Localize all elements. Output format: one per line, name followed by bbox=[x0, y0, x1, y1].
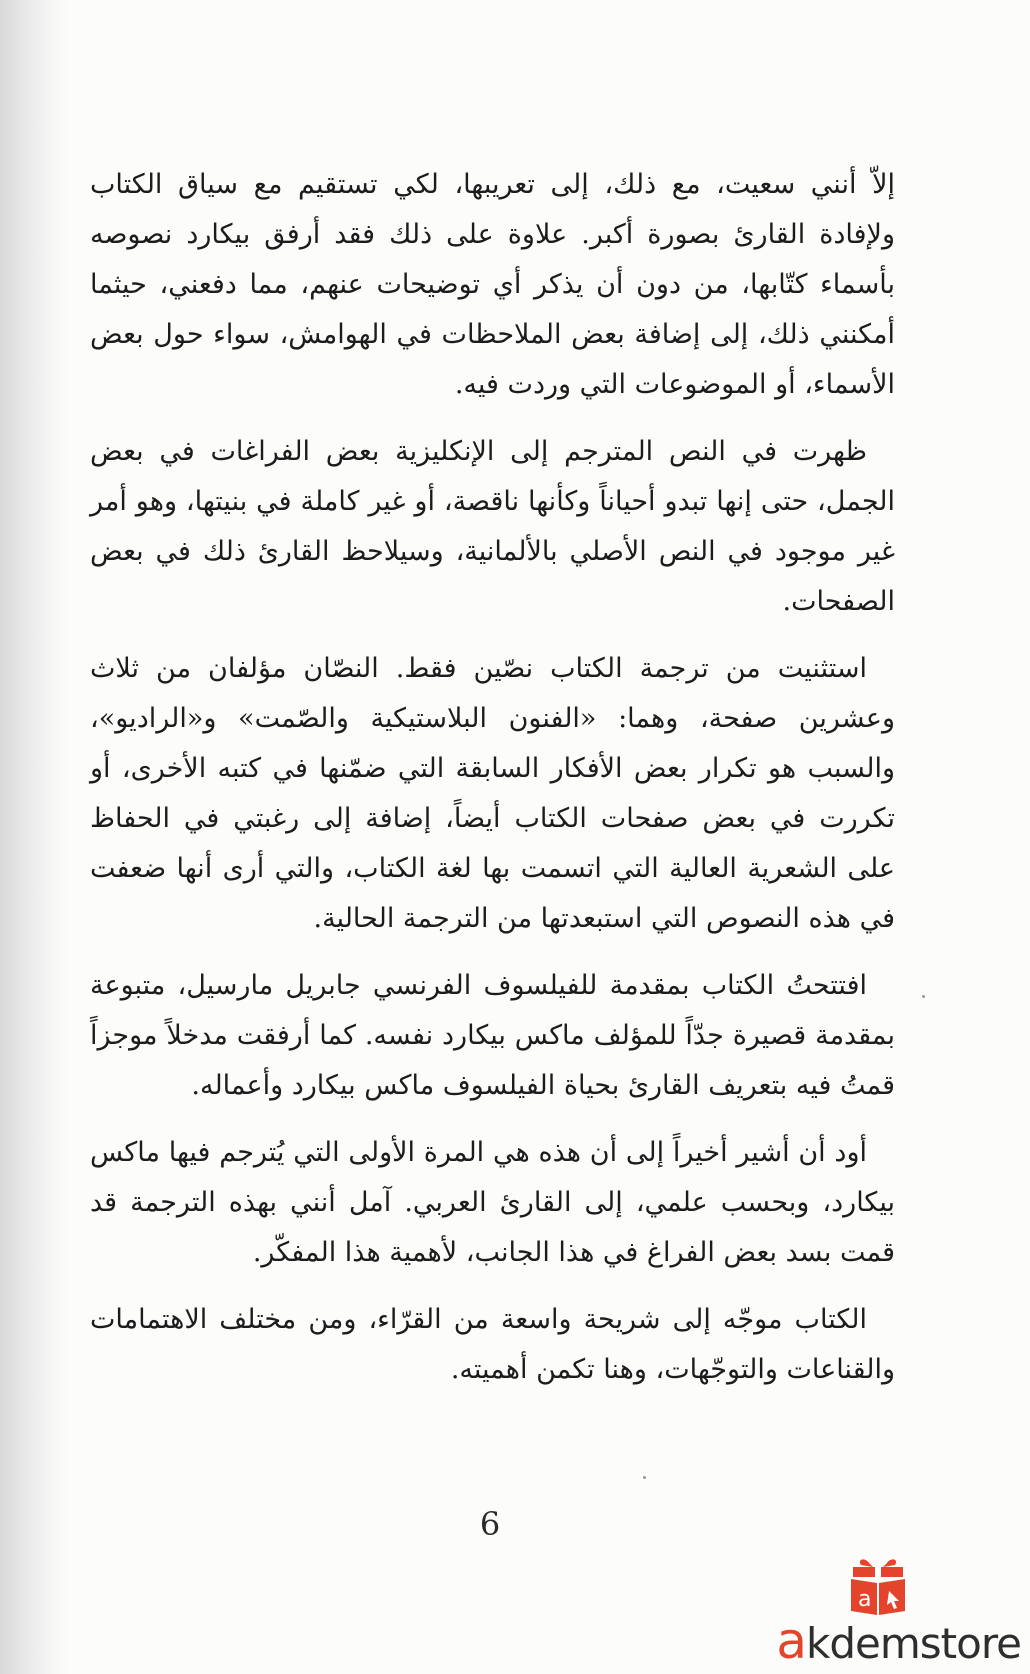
paragraph-4: افتتحتُ الكتاب بمقدمة للفيلسوف الفرنسي جابريل مارسيل، متبوعة بمقدمة قصيرة جدّاً للمؤلف ماكس بيكارد نفسه. كما أرفقت مدخلاً موجزاً قمتُ فيه بتعريف القارئ بحياة الفيلسوف ماكس بيكارد وأعماله. bbox=[90, 970, 895, 1101]
store-name-accent: a bbox=[776, 1612, 807, 1670]
body-text bbox=[90, 160, 895, 1412]
paragraph-2: ظهرت في النص المترجم إلى الإنكليزية بعض الفراغات في بعض الجمل، حتى إنها تبدو أحياناً وكأنها ناقصة، أو غير كاملة في بنيتها، وهو أمر غير موجود في النص الأصلي بالألمانية، وسيلاحظ القارئ ذلك في بعض الصفحات. bbox=[90, 436, 895, 617]
scan-speck bbox=[643, 1476, 646, 1479]
binding-shadow bbox=[0, 0, 70, 1674]
open-book-gift-icon bbox=[847, 1555, 909, 1619]
store-name bbox=[776, 1612, 1021, 1670]
logo-letter: a bbox=[858, 1587, 872, 1612]
paragraph-3: استثنيت من ترجمة الكتاب نصّين فقط. النصّان مؤلفان من ثلاث وعشرين صفحة، وهما: «الفنون البلاستيكية والصّمت» و«الراديو»، والسبب هو تكرار بعض الأفكار السابقة التي ضمّنها في كتبه الأخرى، أو تكررت في بعض صفحات الكتاب أيضاً، إضافة إلى رغبتي في الحفاظ على الشعرية العالية التي اتسمت بها لغة الكتاب، والتي أرى أنها ضعفت في هذه النصوص التي استبعدتها من الترجمة الحالية. bbox=[90, 653, 895, 934]
paragraph-6: الكتاب موجّه إلى شريحة واسعة من القرّاء، ومن مختلف الاهتمامات والقناعات والتوجّهات، وهنا تكمن أهميته. bbox=[90, 1304, 895, 1385]
paragraph-1: إلاّ أنني سعيت، مع ذلك، إلى تعريبها، لكي تستقيم مع سياق الكتاب ولإفادة القارئ بصورة أكبر. علاوة على ذلك فقد أرفق بيكارد نصوصه بأسماء كتّابها، من دون أن يذكر أي توضيحات عنهم، مما دفعني، حيثما أمكنني ذلك، إلى إضافة بعض الملاحظات في الهوامش، سواء حول بعض الأسماء، أو الموضوعات التي وردت فيه. bbox=[90, 169, 895, 400]
page-number: 6 bbox=[479, 1505, 501, 1543]
store-name-rest: kdemstore bbox=[806, 1619, 1021, 1668]
store-watermark bbox=[725, 1555, 1025, 1670]
scan-speck bbox=[922, 995, 925, 998]
paragraph-5: أود أن أشير أخيراً إلى أن هذه هي المرة الأولى التي يُترجم فيها ماكس بيكارد، وبحسب علمي، إلى القارئ العربي. آمل أنني بهذه الترجمة قد قمت بسد بعض الفراغ في هذا الجانب، لأهمية هذا المفكّر. bbox=[90, 1137, 895, 1268]
